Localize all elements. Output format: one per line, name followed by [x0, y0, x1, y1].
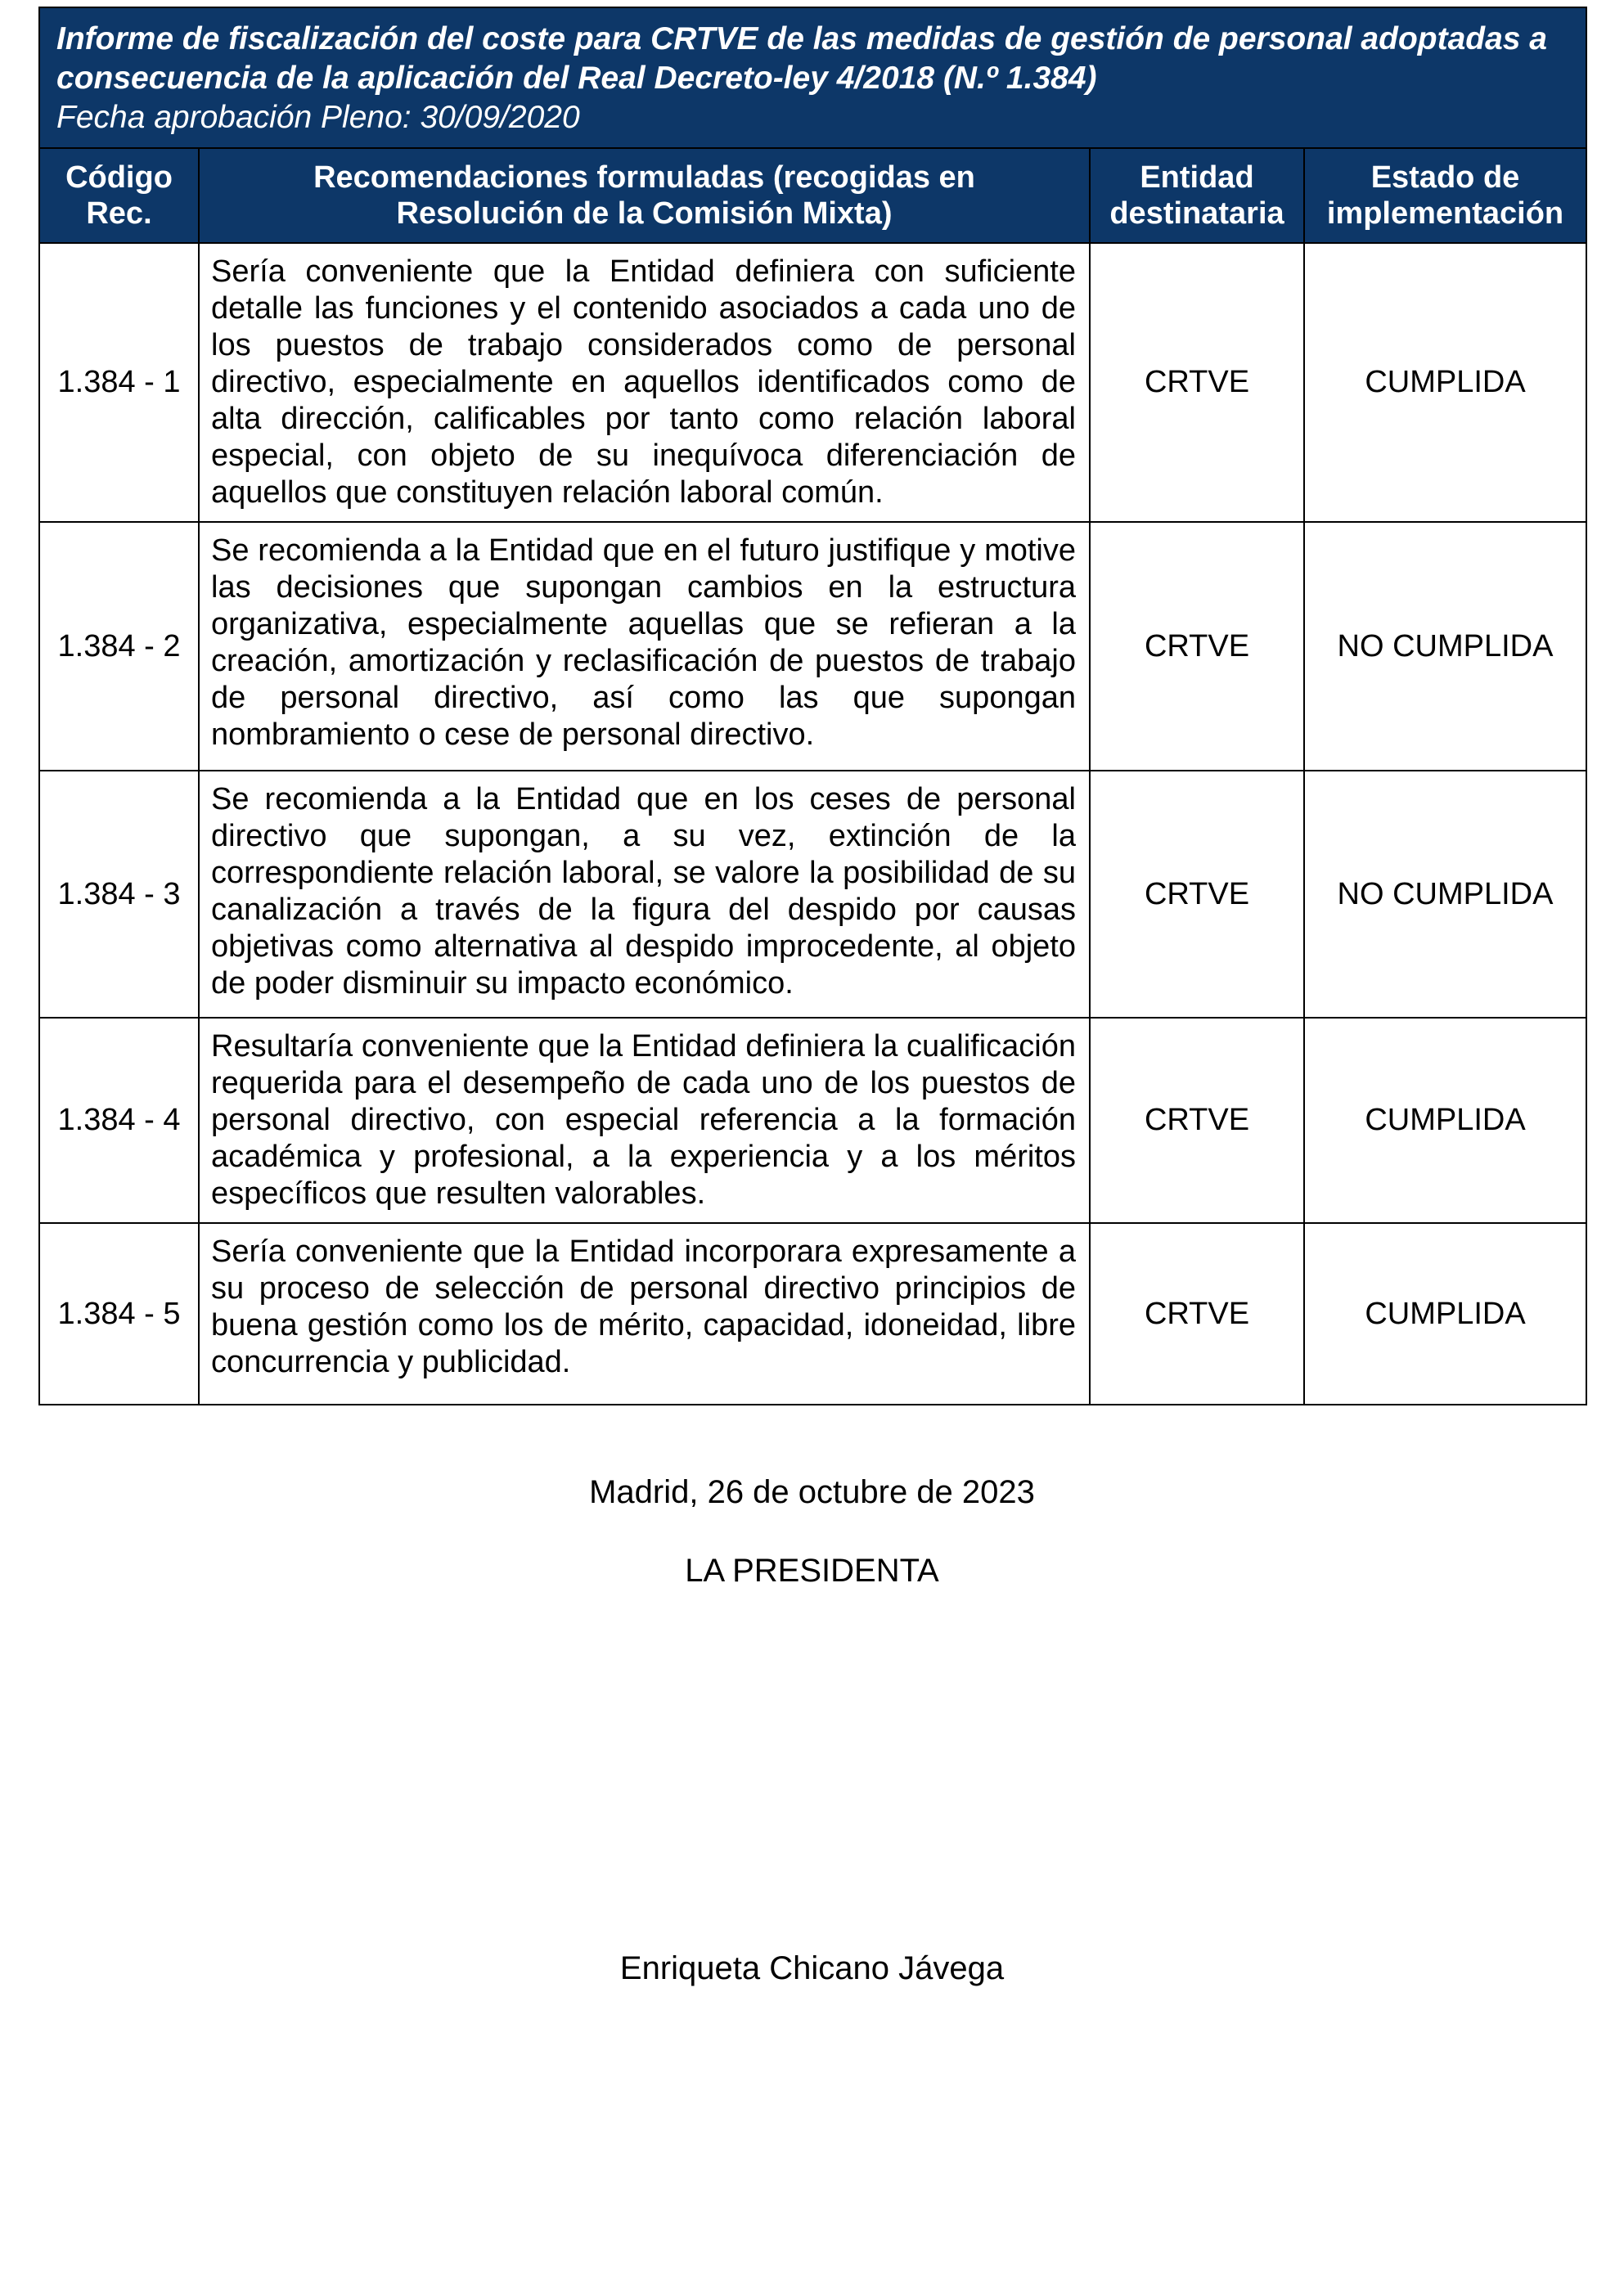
table-row: [39, 243, 1586, 522]
row-code: 1.384 - 4: [39, 1018, 199, 1223]
header-code: Código Rec.: [39, 148, 199, 243]
row-entity: CRTVE: [1090, 522, 1304, 771]
row-status: NO CUMPLIDA: [1304, 522, 1586, 771]
row-status: NO CUMPLIDA: [1304, 771, 1586, 1018]
row-recommendation: Sería conveniente que la Entidad incorporara expresamente a su proceso de selección de personal directivo principios de buena gestión como los de mérito, capacidad, idoneidad, libre concurrencia y publicidad.: [199, 1223, 1090, 1405]
table-row: [39, 1223, 1586, 1405]
table-title-row: [39, 7, 1586, 148]
row-entity: CRTVE: [1090, 243, 1304, 522]
column-header-row: [39, 148, 1586, 243]
table-row: [39, 1018, 1586, 1223]
header-entity: Entidad destinataria: [1090, 148, 1304, 243]
row-entity: CRTVE: [1090, 1018, 1304, 1223]
row-code: 1.384 - 3: [39, 771, 199, 1018]
row-code: 1.384 - 1: [39, 243, 199, 522]
row-recommendation: Se recomienda a la Entidad que en los ceses de personal directivo que supongan, a su vez, extinción de la correspondiente relación laboral, se valore la posibilidad de su canalización a través de la figura del despido por causas objetivas como alternativa al despido improcedente, al objeto de poder disminuir su impacto económico.: [199, 771, 1090, 1018]
table-row: [39, 771, 1586, 1018]
row-code: 1.384 - 5: [39, 1223, 199, 1405]
signatory-name: Enriqueta Chicano Jávega: [619, 1950, 1005, 1986]
approval-date: Fecha aprobación Pleno: 30/09/2020: [56, 100, 580, 135]
row-status: CUMPLIDA: [1304, 1223, 1586, 1405]
row-entity: CRTVE: [1090, 1223, 1304, 1405]
header-recommendation: Recomendaciones formuladas (recogidas en Resolución de la Comisión Mixta): [199, 148, 1090, 243]
row-recommendation: Se recomienda a la Entidad que en el futuro justifique y motive las decisiones que supongan cambios en la estructura organizativa, especialmente aquellas que se refieran a la creación, amortización y reclasificación de puestos de trabajo de personal directivo, así como las que supongan nombramiento o cese de personal directivo.: [199, 522, 1090, 771]
row-status: CUMPLIDA: [1304, 1018, 1586, 1223]
recommendations-table: [38, 7, 1587, 1405]
header-status: Estado de implementación: [1304, 148, 1586, 243]
row-entity: CRTVE: [1090, 771, 1304, 1018]
table-row: [39, 522, 1586, 771]
row-status: CUMPLIDA: [1304, 243, 1586, 522]
row-code: 1.384 - 2: [39, 522, 199, 771]
report-title: Informe de fiscalización del coste para CRTVE de las medidas de gestión de personal adoptadas a consecuencia de la aplicación del Real Decreto-ley 4/2018 (N.º 1.384): [56, 21, 1547, 96]
place-date: Madrid, 26 de octubre de 2023: [589, 1474, 1035, 1510]
signatory-role: LA PRESIDENTA: [685, 1553, 939, 1589]
row-recommendation: Resultaría conveniente que la Entidad definiera la cualificación requerida para el desempeño de cada uno de los puestos de personal directivo, con especial referencia a la formación académica y profesional, a la experiencia y a los méritos específicos que resulten valorables.: [199, 1018, 1090, 1223]
table-title-cell: [39, 7, 1586, 148]
row-recommendation: Sería conveniente que la Entidad definiera con suficiente detalle las funciones y el contenido asociados a cada uno de los puestos de trabajo considerados como de personal directivo, especialmente en aquellos identificados como de alta dirección, calificables por tanto como relación laboral especial, con objeto de su inequívoca diferenciación de aquellos que constituyen relación laboral común.: [199, 243, 1090, 522]
